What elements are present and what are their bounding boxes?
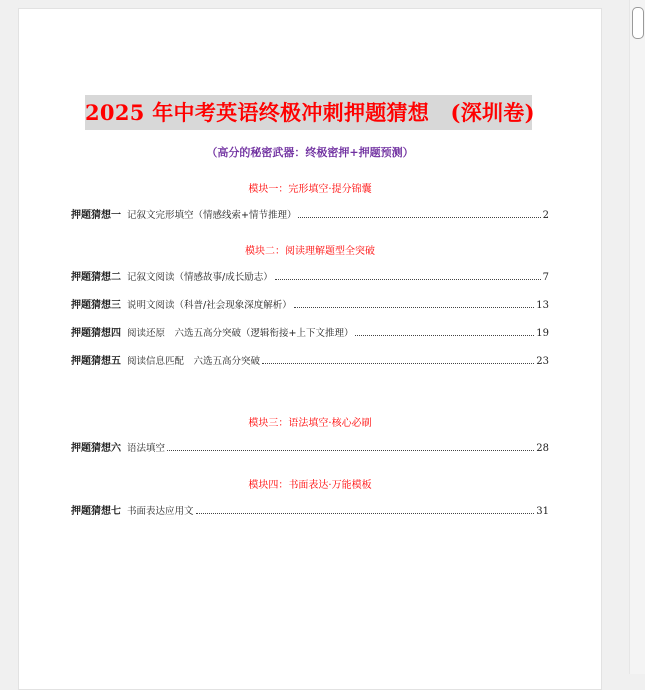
toc-entry-page: 31 [536,506,549,517]
document-title: 2025 年中考英语终极冲刺押题猜想 (深圳卷) [85,95,532,130]
module-heading-2: 模块二：阅读理解题型全突破 [245,246,375,257]
toc-entry-page: 13 [536,300,549,311]
toc-entry-text: 语法填空 [127,443,166,454]
toc-entry-label: 押题猜想三 [71,300,121,311]
toc-entry-text: 阅读信息匹配 六选五高分突破 [127,356,261,367]
toc-entry-label: 押题猜想一 [71,210,121,221]
toc-entry-text: 说明文阅读（科普/社会现象深度解析） [127,300,292,311]
toc-entry-text: 记叙文完形填空（情感线索+情节推理） [127,210,297,221]
toc-entry-text: 书面表达应用文 [127,506,194,517]
toc-entry-5[interactable] [71,353,549,367]
toc-dot-leader [294,306,535,308]
toc-entry-1[interactable] [71,207,549,221]
vertical-scrollbar[interactable] [629,0,645,674]
toc-entry-page: 7 [542,272,549,283]
toc-dot-leader [262,362,534,364]
toc-entry-page: 2 [542,210,549,221]
toc-entry-text: 阅读还原 六选五高分突破（逻辑衔接+上下文推理） [127,328,354,339]
scrollbar-thumb[interactable] [632,7,644,39]
toc-entry-text: 记叙文阅读（情感故事/成长励志） [127,272,273,283]
toc-dot-leader [298,216,540,218]
toc-entry-page: 28 [536,443,549,454]
toc-entry-4[interactable] [71,325,549,339]
module-heading-4: 模块四：书面表达·万能模板 [248,480,372,491]
toc-entry-label: 押题猜想五 [71,356,121,367]
toc-entry-page: 23 [536,356,549,367]
module-heading-1: 模块一：完形填空·提分锦囊 [248,184,372,195]
toc-entry-label: 押题猜想六 [71,443,121,454]
toc-entry-page: 19 [536,328,549,339]
document-subtitle: （高分的秘密武器：终极密押+押题预测） [206,146,414,159]
toc-dot-leader [275,278,541,280]
toc-dot-leader [196,512,535,514]
document-page [18,8,602,690]
toc-dot-leader [355,334,534,336]
toc-entry-7[interactable] [71,503,549,517]
module-heading-3: 模块三：语法填空·核心必刷 [248,418,372,429]
toc-entry-label: 押题猜想七 [71,506,121,517]
toc-entry-2[interactable] [71,269,549,283]
toc-entry-label: 押题猜想二 [71,272,121,283]
toc-entry-3[interactable] [71,297,549,311]
toc-entry-6[interactable] [71,440,549,454]
toc-dot-leader [167,449,534,451]
toc-entry-label: 押题猜想四 [71,328,121,339]
